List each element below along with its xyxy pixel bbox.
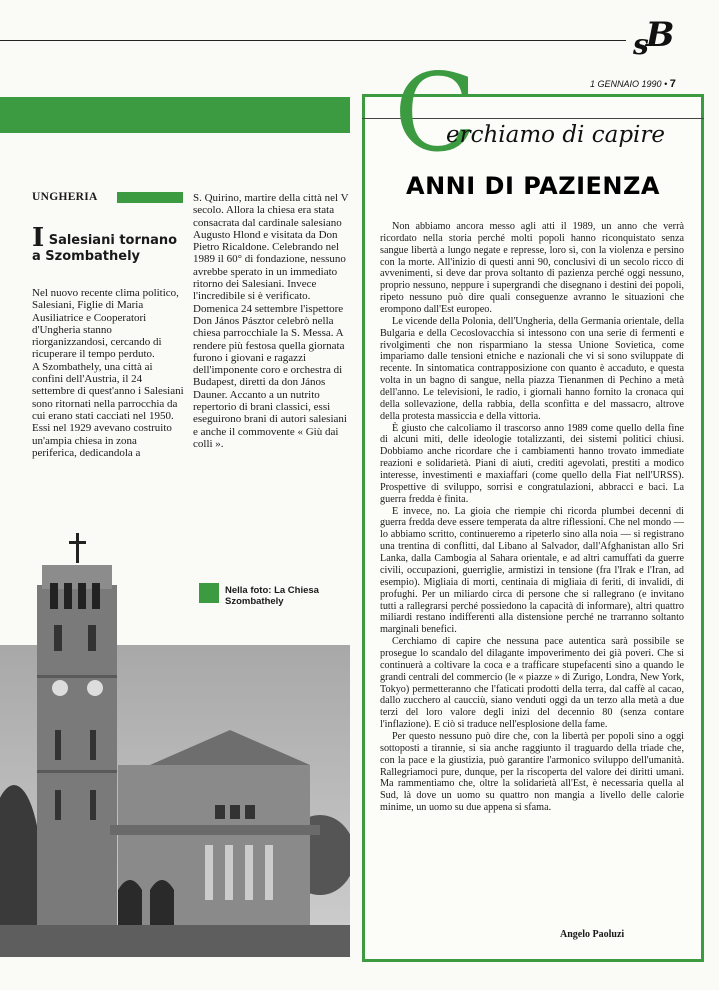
top-rule (0, 40, 626, 41)
col1-paragraph: A Szombathely, una città ai confini dell'Austria, il 24 settembre di quest'anno i Salesiani sono ritornati nella parrocchia da cui erano stati cacciati nel 1950. Essi nel 1929 avevano costruito un'ampia chiesa in zona periferica, dedicandola a (32, 360, 184, 459)
article-title (32, 223, 182, 265)
church-photo (0, 525, 350, 957)
green-header-bar (0, 97, 350, 133)
headline: ANNI DI PAZIENZA (406, 172, 660, 200)
title-rest: Salesiani tornano a Szombathely (32, 233, 178, 264)
page-folio: 1 GENNAIO 1990 • 7 (590, 78, 676, 90)
article-paragraph: È giusto che calcoliamo il trascorso anno 1989 come quello della fine di alcuni miti, delle ideologie totalizzanti, dei sistemi politici chiusi. Dobbiamo anche ricordare che i cambiamenti hanno trovato immediate reazioni e solidarietà. Piani di aiuti, crediti agevolati, prestiti a modico interesse, investimenti e maxiaffari (come quello della Fiat nell'URSS). Prospettive di sviluppo, sorrisi e congratulazioni, abbracci e baci. La guerra fredda è finita. (380, 422, 684, 505)
author-signature: Angelo Paoluzi (560, 929, 625, 940)
article-paragraph: Le vicende della Polonia, dell'Ungheria, della Germania orientale, della Bulgaria e della Cecoslovacchia si intessono con una serie di fermenti e rivolgimenti che non risparmiano la stessa Unione Sovietica, come impariamo dalle tensioni etniche e nazionali che vi si sono sviluppate di recente. In sintomatica contrapposizione con quanto è accaduto, e questa volta in un bagno di sangue, nella piazza Tienanmen di Pechino a metà dell'anno. Le televisioni, le radio, i giornali hanno fornito la cronaca qui della sollevazione, della rabbia, della sconfitta e del massacro, altrove della protesta massiccia e della vittoria. (380, 315, 684, 422)
photo-caption: Nella foto: La Chiesa Szombathely (225, 585, 319, 607)
kicker-text: erchiamo di capire (446, 122, 666, 148)
article-paragraph: Cerchiamo di capire che nessuna pace autentica sarà possibile se prosegue lo scandalo del dilagante impoverimento dei già poveri. Che si continuerà a coltivare la coca e a trafficare stupefacenti sino a quando le grandi centrali del commercio (le « piazze » di Zurigo, Londra, New York, Tokyo) permetteranno che l'faticati prodotti della terra, dal caffè al cacao, dallo zucchero al caucciù, siano venduti oggi da un terzo alla metà a due terzi del loro valore degli inizi del decennio 80 (senza contare l'inflazione). E ciò si traduce nell'esplosione della fame. (380, 636, 684, 731)
article-paragraph: Per questo nessuno può dire che, con la libertà per popoli sino a oggi sottoposti a tirannie, si sia anche raggiunto il traguardo della triade che, con la pace e la giustizia, può garantire l'armonico sviluppo dell'umanità. Rallegriamoci pure, dunque, per la riscoperta del valore dei diritti umani. Ma rammentiamo che, oltre la solidarietà all'Est, è necessaria quella al Sud, là dove un uomo su quattro non mangia a livello delle calorie minime, un uomo su due appena si sfama. (380, 730, 684, 814)
section-label: UNGHERIA (32, 191, 98, 203)
article-paragraph: E invece, no. La gioia che riempie chi ricorda plumbei decenni di guerra fredda deve essere temperata da altre riflessioni. Che nel mondo — lo abbiamo scritto, continueremo a ripeterlo sino alla noia — si registrano una trentina di conflitti, dal Libano al Salvador, dall'Afghanistan allo Sri Lanka, dalla Cambogia al Sahara orientale, e ad altri camuffati da guerre civili, occupazioni, guerriglie, armistizi in tensione (fra l'Irak e l'Iran, ad esempio). Migliaia di morti, centinaia di migliaia di feriti, di invalidi, di profughi. Per un miliardo circa di persone che si rallegrano (e invitano tutti a rallegrarsi perché possiedono la capacità di informare), altri quattro miliardi restano indifferenti alla distensione perché ne trarranno soltanto marginali benefici. (380, 505, 684, 636)
left-column-1 (32, 287, 184, 459)
col1-paragraph: Nel nuovo recente clima politico, Salesiani, Figlie di Maria Ausiliatrice e Cooperatori d'Ungheria stanno riorganizzandosi, cercando di ricuperare il tempo perduto. (32, 287, 179, 361)
section-bar (117, 192, 183, 203)
title-initial: I (32, 223, 45, 253)
col2-paragraph: S. Quirino, martire della città nel V secolo. Allora la chiesa era stata consacrata dal cardinale salesiano Augusto Hlond e visitata da Don Pietro Ricaldone. Celebrando nel 1989 il 60° di fondazione, nessuno avrebbe sperato in un immediato ritorno dei Salesiani. Invece l'incredibile si è verificato. Domenica 24 settembre l'ispettore Don János Pásztor celebrò nella chiesa parrocchiale la S. Messa. A rendere più festosa quella giornata furono i giovani e ragazzi dell'imponente coro e orchestra di Budapest, diretti da don János Dauner. Accanto a un nutrito repertorio di brani classici, essi eseguirono brani di autori salesiani e anche il commovente « Giù dai colli ». (193, 192, 349, 450)
article-paragraph: Non abbiamo ancora messo agli atti il 1989, un anno che verrà ricordato nella storia perché molti popoli hanno riconquistato senza sangue libertà a lungo negate e represse, loro sì, con la violenza e persino con la morte. All'inizio di questi anni 90, conclusivi di un secolo ricco di avvenimenti, si deve dar prova soltanto di pazienza perché oggi nessuno, proprio nessuno, neppure i supergrandi che disegnano i destini dei popoli, ripeto nessuno può dire quali conseguenze avranno le situazioni che erompono dall'Est europeo. (380, 221, 684, 316)
kicker-initial: C (394, 51, 477, 176)
feature-article (380, 221, 684, 814)
left-column-2 (193, 192, 349, 450)
sb-logo: $_s$B (633, 15, 672, 61)
